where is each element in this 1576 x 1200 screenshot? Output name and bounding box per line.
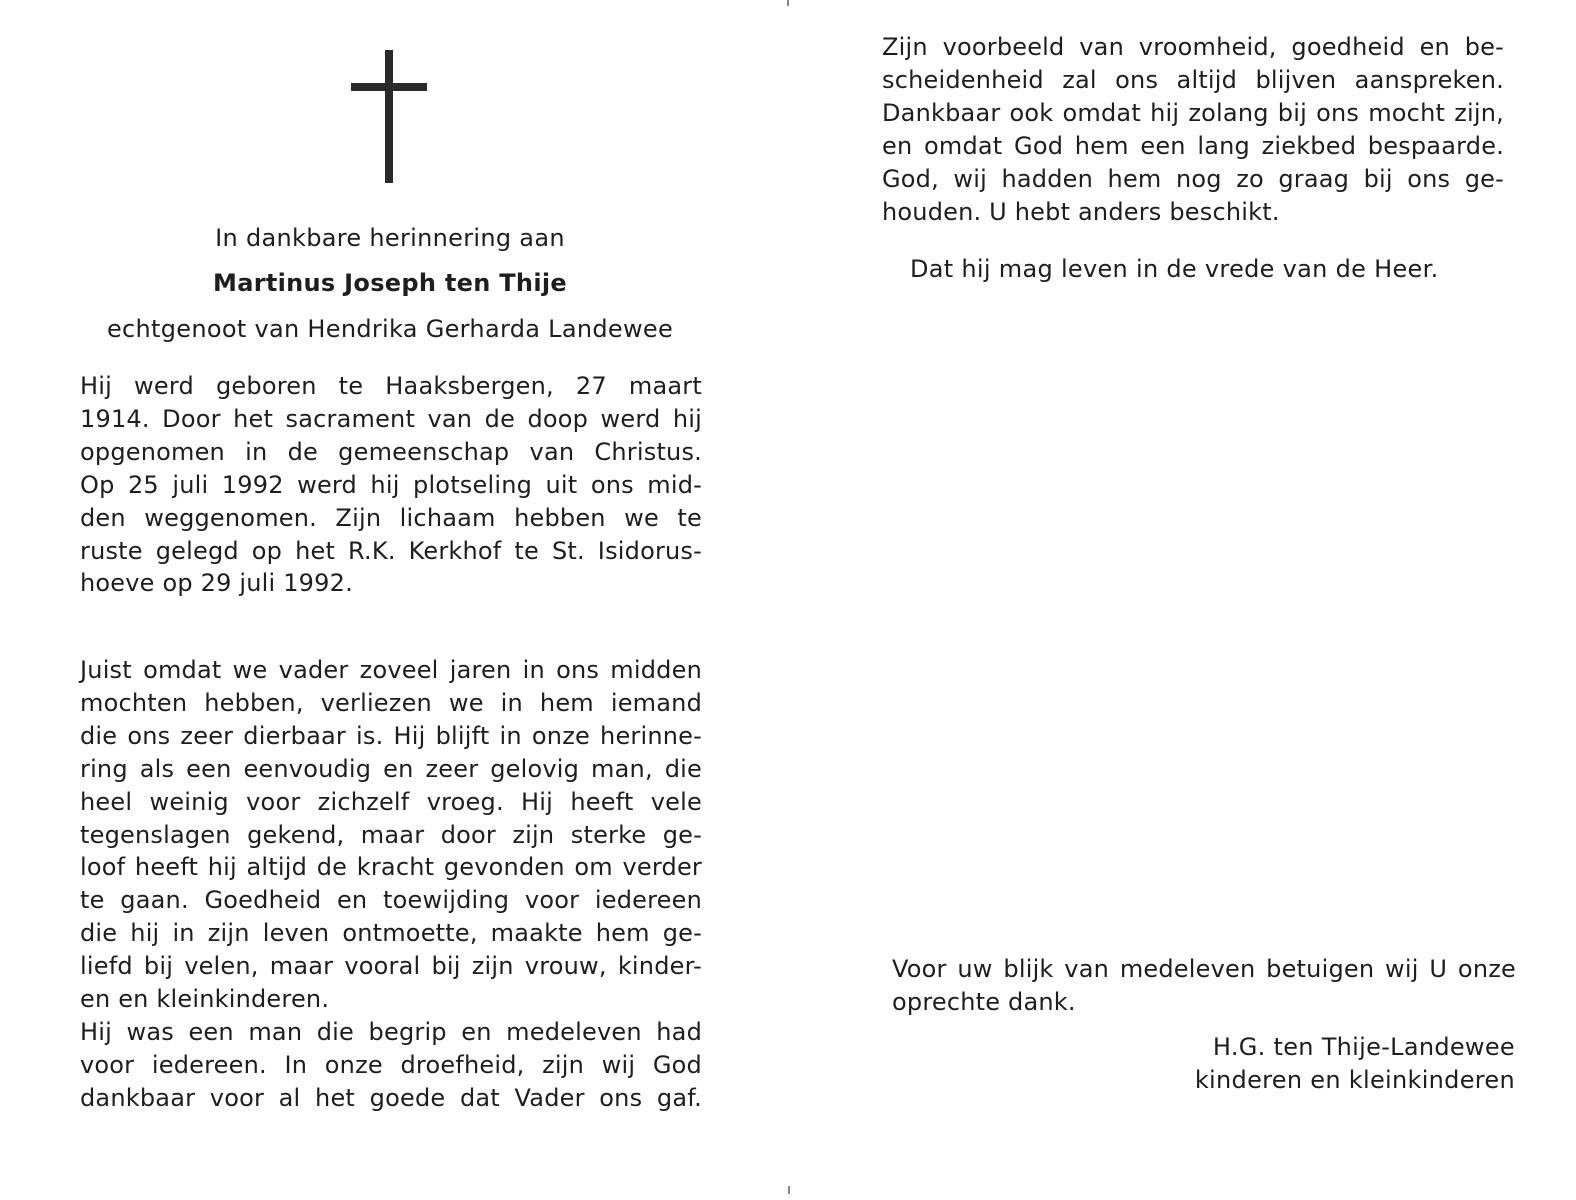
fold-mark-bottom [788, 1186, 790, 1194]
bio-line: 1914. Door het sacrament van de doop werd hij [80, 404, 702, 433]
tribute-line: te gaan. Goedheid en toewijding voor iedereen [80, 886, 702, 915]
example-line: Dankbaar ook omdat hij zolang bij ons mocht zijn, [882, 98, 1504, 127]
tribute-line: Juist omdat we vader zoveel jaren in ons midden [80, 656, 702, 684]
intro-text: In dankbare herinnering aan [215, 224, 565, 252]
tribute-line: die hij in zijn leven ontmoette, maakte hem ge- [80, 919, 702, 948]
tribute-paragraph [80, 654, 702, 1115]
thanks-line: oprechte dank. [892, 987, 1076, 1016]
bio-line: hoeve op 29 juli 1992. [80, 569, 353, 598]
tribute-line: heel weinig voor zichzelf vroeg. Hij heeft vele [80, 787, 702, 816]
fold-mark-top [787, 0, 789, 6]
example-line: God, wij hadden hem nog zo graag bij ons ge- [882, 164, 1504, 193]
tribute-line: loof heeft hij altijd de kracht gevonden om verder [80, 853, 702, 882]
example-line: houden. U hebt anders beschikt. [882, 197, 1280, 226]
spouse-text: echtgenoot van Hendrika Gerharda Landewee [106, 315, 674, 343]
bio-line: Op 25 juli 1992 werd hij plotseling uit ons mid- [80, 470, 702, 499]
tribute-line: mochten hebben, verliezen we in hem iemand [80, 688, 702, 717]
bio-line: Hij werd geboren te Haaksbergen, 27 maart [80, 372, 702, 400]
tribute-line: en en kleinkinderen. [80, 985, 330, 1014]
tribute-line: Hij was een man die begrip en medeleven had [80, 1017, 702, 1046]
biography-paragraph [80, 370, 702, 600]
bio-line: den weggenomen. Zijn lichaam hebben we te [80, 503, 702, 532]
tribute-line: ring als een eenvoudig en zeer gelovig man, die [80, 754, 702, 783]
bio-line: opgenomen in de gemeenschap van Christus. [80, 437, 702, 466]
tribute-line: dankbaar voor al het goede dat Vader ons gaf. [80, 1083, 702, 1112]
bio-line: ruste gelegd op het R.K. Kerkhof te St. Isidorus- [80, 536, 702, 565]
signature-descendants: kinderen en kleinkinderen [1194, 1066, 1515, 1094]
example-paragraph [882, 31, 1504, 228]
tribute-line: tegenslagen gekend, maar door zijn sterke ge- [80, 820, 702, 849]
deceased-name: Martinus Joseph ten Thije [213, 269, 567, 297]
tribute-line: liefd bij velen, maar vooral bij zijn vrouw, kinder- [80, 952, 702, 981]
prayer-text: Dat hij mag leven in de vrede van de Heer. [910, 255, 1439, 283]
example-line: scheidenheid zal ons altijd blijven aanspreken. [882, 65, 1504, 94]
example-line: en omdat God hem een lang ziekbed bespaarde. [882, 131, 1504, 160]
tribute-line: die ons zeer dierbaar is. Hij blijft in onze herinne- [80, 721, 702, 750]
thanks-paragraph [892, 953, 1516, 1019]
example-line: Zijn voorbeeld van vroomheid, goedheid en be- [882, 33, 1504, 61]
cross-icon [351, 50, 427, 183]
thanks-line: Voor uw blijk van medeleven betuigen wij U onze [892, 955, 1516, 983]
tribute-line: voor iedereen. In onze droefheid, zijn wij God [80, 1050, 702, 1079]
signature-family: H.G. ten Thije-Landewee [1212, 1033, 1515, 1061]
